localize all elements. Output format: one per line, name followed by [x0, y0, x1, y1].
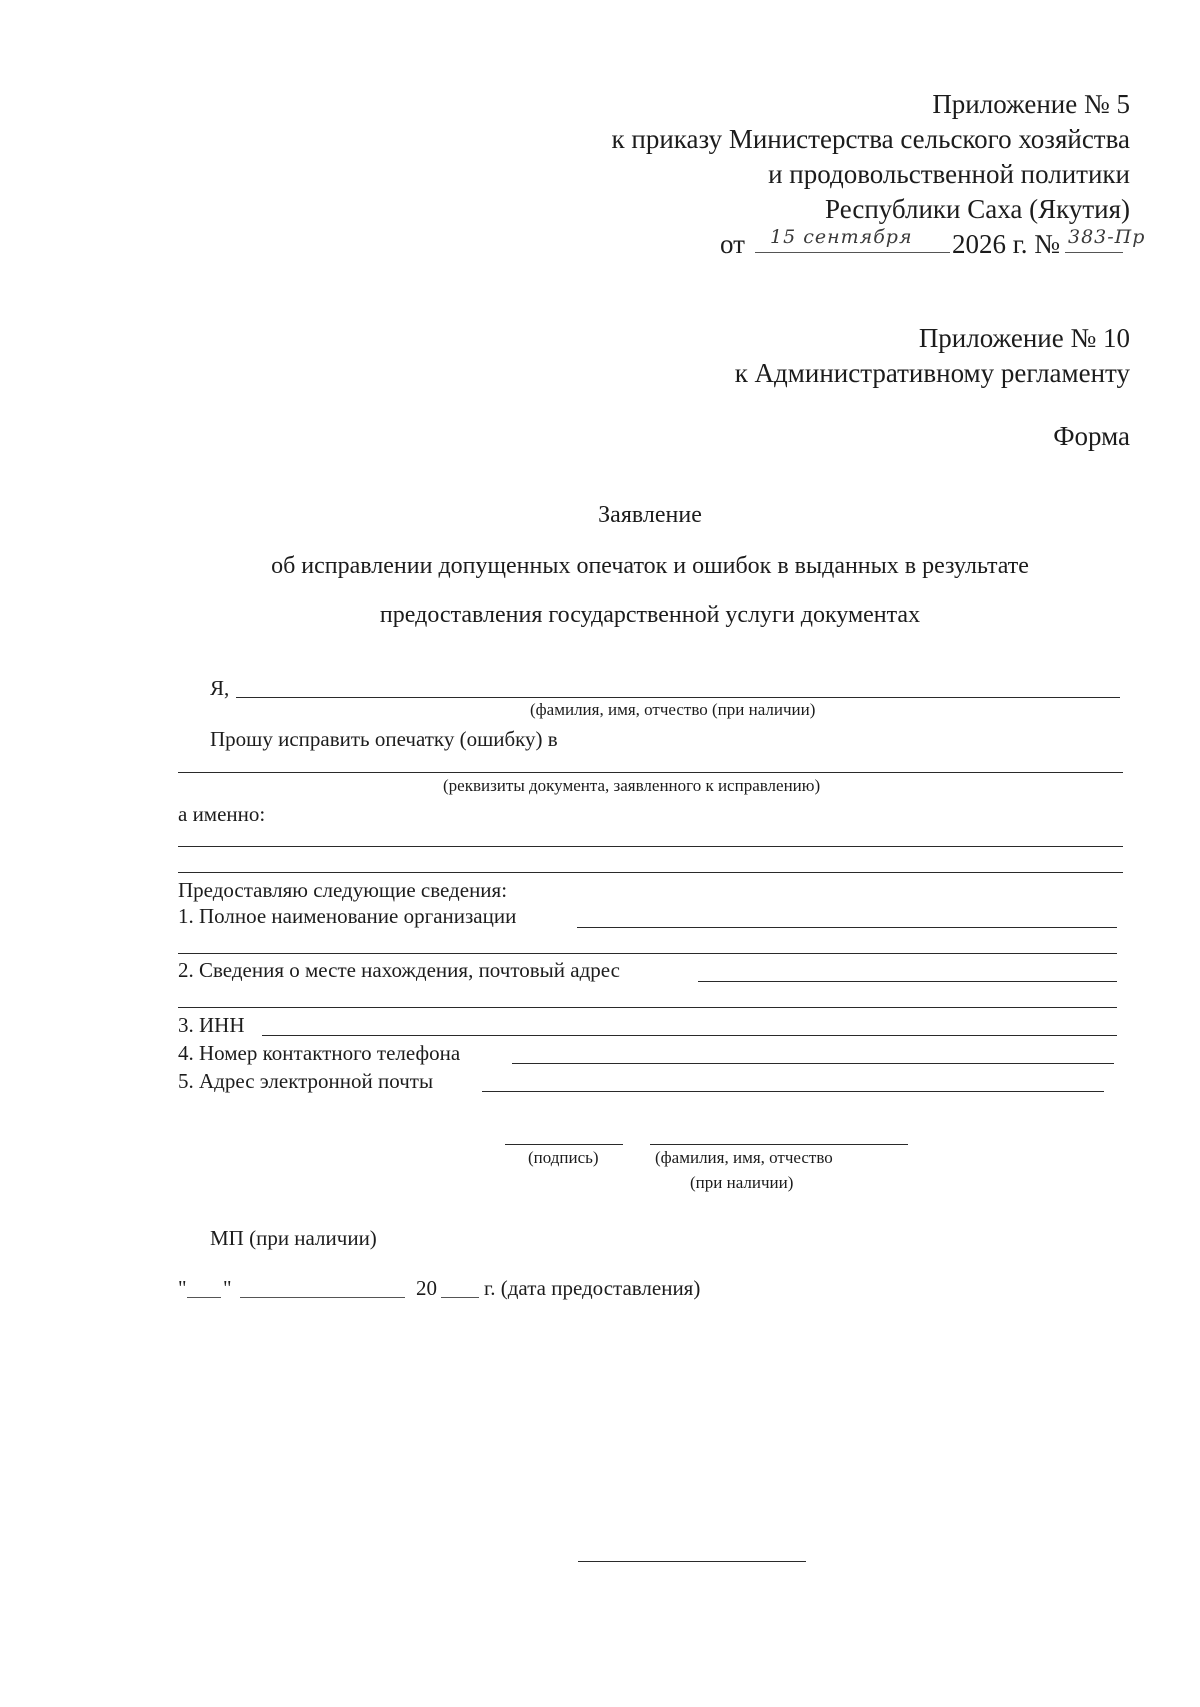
- document-details-hint: (реквизиты документа, заявленного к исправлению): [443, 776, 821, 795]
- order-date-underline: [755, 252, 950, 253]
- date-quote-close: ": [223, 1276, 232, 1300]
- document-subtitle: предоставления государственной услуги документах: [379, 602, 921, 628]
- date-month-field[interactable]: [240, 1297, 405, 1298]
- order-appendix-line: Республики Саха (Якутия): [825, 194, 1130, 224]
- phone-label: 4. Номер контактного телефона: [178, 1041, 461, 1065]
- signature-hint: (подпись): [528, 1148, 599, 1167]
- stamp-label: МП (при наличии): [210, 1226, 377, 1250]
- namely-label: а именно:: [178, 802, 266, 826]
- address-field[interactable]: [698, 981, 1117, 982]
- regulation-appendix-line: к Административному регламенту: [734, 358, 1130, 388]
- order-appendix-number: Приложение № 5: [932, 89, 1130, 119]
- provided-info-label: Предоставляю следующие сведения:: [178, 878, 508, 902]
- order-year-number-label: 2026 г. №: [952, 229, 1061, 259]
- order-number-handwritten: 383-Пр: [1068, 226, 1146, 248]
- document-subtitle: об исправлении допущенных опечаток и ошибок в выданных в результате: [271, 553, 1029, 579]
- order-number-underline: [1065, 252, 1123, 253]
- org-name-label: 1. Полное наименование организации: [178, 904, 517, 928]
- correction-request-label: Прошу исправить опечатку (ошибку) в: [210, 727, 558, 751]
- date-year-field[interactable]: [441, 1297, 479, 1298]
- org-name-field[interactable]: [577, 927, 1117, 928]
- order-appendix-line: и продовольственной политики: [768, 159, 1130, 189]
- date-suffix: г. (дата предоставления): [484, 1276, 701, 1300]
- footer-divider: [578, 1561, 806, 1562]
- date-century: 20: [416, 1276, 437, 1300]
- applicant-name-hint: (фамилия, имя, отчество (при наличии): [530, 700, 816, 719]
- date-quote-open: ": [178, 1276, 187, 1300]
- namely-field-line-2[interactable]: [178, 872, 1123, 873]
- order-appendix-line: к приказу Министерства сельского хозяйства: [611, 124, 1130, 154]
- signer-name-field[interactable]: [650, 1144, 908, 1145]
- signer-name-hint: (фамилия, имя, отчество: [655, 1148, 833, 1167]
- form-label: Форма: [1053, 421, 1130, 451]
- inn-label: 3. ИНН: [178, 1013, 245, 1037]
- signer-name-hint: (при наличии): [690, 1173, 794, 1192]
- order-date-prefix: от: [720, 229, 745, 259]
- signature-field[interactable]: [505, 1144, 623, 1145]
- document-details-field[interactable]: [178, 772, 1123, 773]
- phone-field[interactable]: [512, 1063, 1114, 1064]
- email-field[interactable]: [482, 1091, 1104, 1092]
- document-title: Заявление: [598, 502, 702, 528]
- address-label: 2. Сведения о месте нахождения, почтовый адрес: [178, 958, 620, 982]
- order-date-handwritten: 15 сентября: [770, 226, 913, 248]
- email-label: 5. Адрес электронной почты: [178, 1069, 434, 1093]
- namely-field-line-1[interactable]: [178, 846, 1123, 847]
- org-name-field-line-2[interactable]: [178, 953, 1117, 954]
- applicant-prefix: Я,: [210, 676, 230, 700]
- regulation-appendix-number: Приложение № 10: [918, 323, 1130, 353]
- applicant-name-field[interactable]: [236, 697, 1120, 698]
- inn-field[interactable]: [262, 1035, 1117, 1036]
- address-field-line-2[interactable]: [178, 1007, 1117, 1008]
- date-day-field[interactable]: [187, 1297, 221, 1298]
